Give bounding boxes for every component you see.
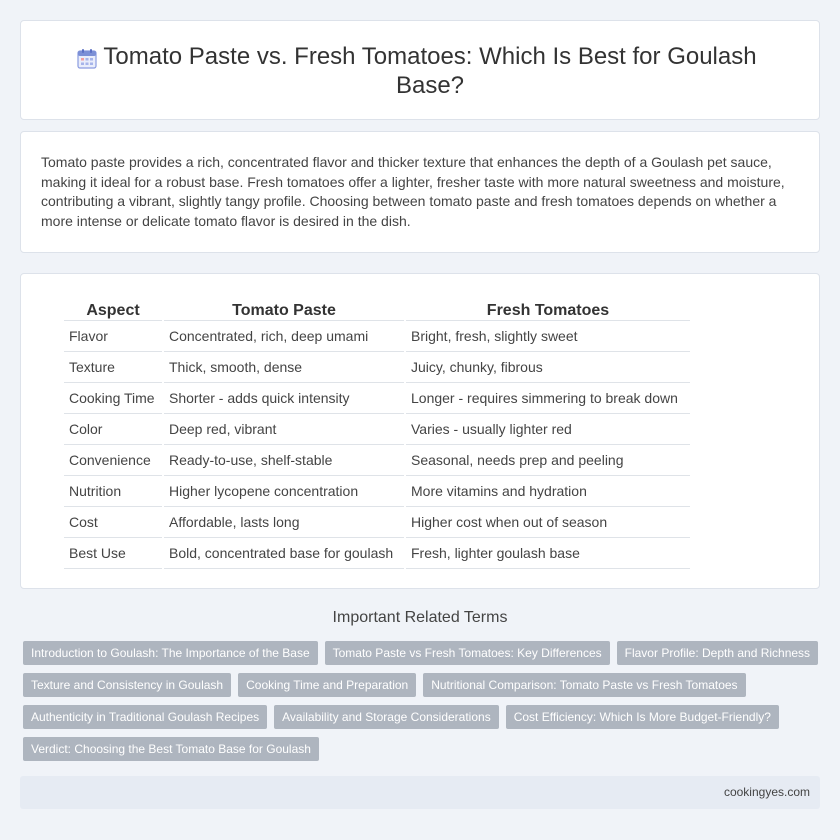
cell-fresh-tomatoes: Higher cost when out of season xyxy=(406,507,690,538)
related-terms-tags xyxy=(23,641,823,769)
related-terms-title: Important Related Terms xyxy=(332,609,508,626)
cell-fresh-tomatoes: Longer - requires simmering to break down xyxy=(406,383,690,414)
cell-aspect: Convenience xyxy=(64,445,162,476)
related-term-tag[interactable]: Nutritional Comparison: Tomato Paste vs Fresh Tomatoes xyxy=(423,673,745,697)
cell-aspect: Texture xyxy=(64,352,162,383)
footer xyxy=(20,776,820,809)
cell-aspect: Cooking Time xyxy=(64,383,162,414)
table-row xyxy=(64,445,690,476)
cell-tomato-paste: Affordable, lasts long xyxy=(164,507,404,538)
related-term-tag[interactable]: Texture and Consistency in Goulash xyxy=(23,673,231,697)
title-card xyxy=(20,20,820,120)
cell-tomato-paste: Concentrated, rich, deep umami xyxy=(164,321,404,352)
cell-fresh-tomatoes: Bright, fresh, slightly sweet xyxy=(406,321,690,352)
cell-fresh-tomatoes: Juicy, chunky, fibrous xyxy=(406,352,690,383)
related-term-tag[interactable]: Availability and Storage Considerations xyxy=(274,705,499,729)
header-fresh-tomatoes: Fresh Tomatoes xyxy=(406,295,690,321)
cell-tomato-paste: Bold, concentrated base for goulash xyxy=(164,538,404,569)
related-term-tag[interactable]: Flavor Profile: Depth and Richness xyxy=(617,641,818,665)
intro-card xyxy=(20,131,820,253)
page-title: Tomato Paste vs. Fresh Tomatoes: Which Is Best for Goulash Base? xyxy=(103,43,757,99)
header-aspect: Aspect xyxy=(64,295,162,321)
cell-aspect: Cost xyxy=(64,507,162,538)
header-tomato-paste: Tomato Paste xyxy=(164,295,404,321)
table-row xyxy=(64,507,690,538)
cell-fresh-tomatoes: More vitamins and hydration xyxy=(406,476,690,507)
cell-tomato-paste: Shorter - adds quick intensity xyxy=(164,383,404,414)
table-row xyxy=(64,476,690,507)
cell-fresh-tomatoes: Varies - usually lighter red xyxy=(406,414,690,445)
related-term-tag[interactable]: Verdict: Choosing the Best Tomato Base for Goulash xyxy=(23,737,319,761)
table-row xyxy=(64,383,690,414)
cell-aspect: Nutrition xyxy=(64,476,162,507)
cell-aspect: Flavor xyxy=(64,321,162,352)
comparison-table-card xyxy=(20,273,820,589)
comparison-table xyxy=(62,295,692,569)
intro-paragraph: Tomato paste provides a rich, concentrated flavor and thicker texture that enhances the depth of a Goulash pet sauce, making it ideal for a robust base. Fresh tomatoes offer a lighter, fresher taste with more natural sweetness and moisture, contributing a vibrant, slightly tangy profile. Choosing between tomato paste and fresh tomatoes depends on whether a more intense or delicate tomato flavor is desired in the dish. xyxy=(41,154,785,229)
cell-tomato-paste: Deep red, vibrant xyxy=(164,414,404,445)
cell-aspect: Best Use xyxy=(64,538,162,569)
cell-tomato-paste: Ready-to-use, shelf-stable xyxy=(164,445,404,476)
footer-site-link[interactable]: cookingyes.com xyxy=(723,785,810,799)
cell-fresh-tomatoes: Fresh, lighter goulash base xyxy=(406,538,690,569)
table-row xyxy=(64,414,690,445)
related-term-tag[interactable]: Cooking Time and Preparation xyxy=(238,673,416,697)
cell-tomato-paste: Thick, smooth, dense xyxy=(164,352,404,383)
related-term-tag[interactable]: Introduction to Goulash: The Importance of the Base xyxy=(23,641,318,665)
table-row xyxy=(64,321,690,352)
table-row xyxy=(64,538,690,569)
related-term-tag[interactable]: Cost Efficiency: Which Is More Budget-Friendly? xyxy=(506,705,779,729)
table-row xyxy=(64,352,690,383)
related-term-tag[interactable]: Tomato Paste vs Fresh Tomatoes: Key Differences xyxy=(325,641,610,665)
related-term-tag[interactable]: Authenticity in Traditional Goulash Recipes xyxy=(23,705,267,729)
cell-fresh-tomatoes: Seasonal, needs prep and peeling xyxy=(406,445,690,476)
cell-aspect: Color xyxy=(64,414,162,445)
cell-tomato-paste: Higher lycopene concentration xyxy=(164,476,404,507)
table-header-row xyxy=(64,295,690,321)
